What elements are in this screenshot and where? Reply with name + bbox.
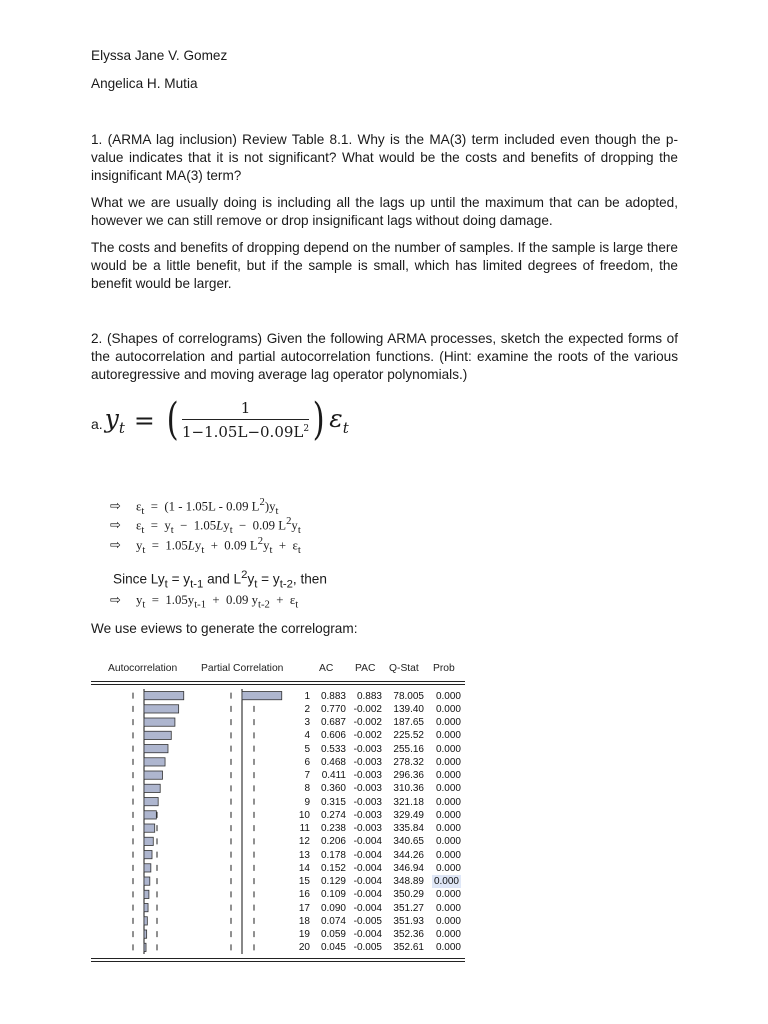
correlogram-cell-q: 352.36 [393,929,424,940]
correlogram-cell-p: 0.000 [435,730,461,742]
correlogram-cell-ac: 0.274 [320,809,346,821]
correlogram-cell-lag: 11 [299,823,310,834]
correlogram-cell-q: 278.32 [393,756,424,768]
correlogram-cell-pac: -0.005 [353,942,382,954]
correlogram-cell-q: 351.93 [393,915,424,927]
correlogram-cell-p: 0.000 [435,717,461,728]
correlogram-cell-lag: 15 [298,876,310,887]
correlogram-cell-pac: -0.004 [353,929,382,940]
correlogram-cell-pac: 0.883 [356,690,382,702]
correlogram-cell-q: 296.36 [393,770,424,781]
header-partial-correlation: Partial Correlation [201,663,284,674]
correlogram-cell-lag: 16 [298,889,310,901]
derivation-step-2 [110,516,301,536]
correlogram-cell-pac: -0.002 [353,717,382,728]
header-qstat: Q-Stat [389,663,419,674]
arma-equation [91,392,349,448]
correlogram-cell-pac: -0.003 [353,743,382,755]
correlogram-cell-q: 139.40 [393,703,424,715]
correlogram-cell-ac: 0.360 [320,783,346,795]
correlogram-cell-ac: 0.045 [320,942,346,954]
pac-bar [242,692,282,700]
header-pac: PAC [355,663,376,674]
footer-rule-top [91,958,465,959]
correlogram-cell-q: 187.65 [393,717,424,728]
correlogram-cell-ac: 0.059 [320,929,346,940]
correlogram-cell-lag: 12 [298,836,310,848]
correlogram-cell-q: 225.52 [393,730,424,742]
correlogram-cell-lag: 13 [298,849,310,861]
author-name-2: Angelica H. Mutia [91,76,198,91]
correlogram-cell-p: 0.000 [433,876,459,887]
correlogram-cell-pac: -0.004 [353,836,382,848]
correlogram-cell-p: 0.000 [435,823,461,834]
correlogram-cell-ac: 0.468 [320,756,346,768]
correlogram-cell-p: 0.000 [435,770,461,781]
correlogram-cell-pac: -0.002 [353,730,382,742]
fraction-denominator: $1-1.05L-0.09L^2$ [182,419,309,441]
eviews-line: We use eviews to generate the correlogram: [91,621,358,636]
implies-arrow-icon: ⇨ [110,593,121,608]
correlogram-cell-lag: 1 [304,690,310,702]
question-2: 2. (Shapes of correlograms) Given the following ARMA processes, sketch the expected forms of the autocorrelation and partial autocorrelation functions. (Hint: examine the roots of the various autoregressive and moving average lag operator polynomials.) [91,331,678,382]
correlogram-cell-lag: 7 [304,770,310,781]
derivation-step-1 [110,497,278,517]
correlogram-cell-pac: -0.004 [353,902,382,914]
correlogram-cell-p: 0.000 [435,796,461,808]
equation-fraction [182,399,309,441]
equation-rhs: $\varepsilon_t$ [329,403,349,437]
correlogram-cell-lag: 2 [304,703,310,715]
step-expression: $y_t = 1.05Ly_t + 0.09$ $L^2y_t + \varepsilon_t$ [136,536,301,556]
correlogram-cell-ac: 0.411 [321,770,346,781]
header-prob: Prob [433,663,455,674]
correlogram-cell-pac: -0.003 [353,796,382,808]
correlogram-cell-ac: 0.238 [320,823,346,834]
correlogram-cell-q: 310.36 [393,783,424,795]
correlogram-cell-p: 0.000 [435,756,461,768]
ac-bar [144,851,152,859]
correlogram-cell-p: 0.000 [435,836,461,848]
step-expression: $y_t = 1.05y_{t-1} + 0.09$ $y_{t-2} + \varepsilon_t$ [136,593,299,611]
correlogram-cell-p: 0.000 [435,783,461,795]
ac-bar [144,705,179,713]
ac-bar [144,798,158,806]
correlogram-cell-p: 0.000 [435,743,461,755]
correlogram-cell-ac: 0.883 [320,690,346,702]
correlogram-cell-lag: 5 [304,743,310,755]
correlogram-cell-lag: 19 [298,929,310,940]
correlogram-cell-ac: 0.770 [320,703,346,715]
ac-bar [144,692,184,700]
ac-bar [144,837,153,845]
correlogram-cell-q: 352.61 [393,942,424,954]
correlogram-cell-lag: 6 [304,756,310,768]
correlogram-cell-q: 346.94 [393,862,424,874]
ac-bar [144,877,150,885]
correlogram-cell-lag: 10 [298,809,310,821]
correlogram-cell-p: 0.000 [435,690,461,702]
correlogram-cell-pac: -0.005 [353,915,382,927]
ac-bar [144,745,168,753]
correlogram-cell-q: 344.26 [393,849,424,861]
correlogram-cell-q: 78.005 [393,690,424,702]
correlogram-cell-lag: 14 [298,862,310,874]
derivation-step-3 [110,536,301,556]
correlogram-cell-pac: -0.003 [353,770,382,781]
correlogram-cell-pac: -0.004 [353,849,382,861]
correlogram-cell-pac: -0.003 [353,783,382,795]
correlogram-cell-ac: 0.090 [320,902,346,914]
correlogram-cell-ac: 0.687 [320,717,346,728]
correlogram-cell-pac: -0.002 [353,703,382,715]
correlogram-cell-lag: 3 [304,717,310,728]
correlogram-cell-pac: -0.004 [353,889,382,901]
ac-bar [144,784,160,792]
correlogram-cell-ac: 0.606 [320,730,346,742]
ac-bar [144,890,149,898]
correlogram-cell-q: 340.65 [393,836,424,848]
correlogram-cell-p: 0.000 [435,849,461,861]
correlogram-cell-ac: 0.074 [320,915,346,927]
ac-bar [144,864,151,872]
ac-bar [144,811,156,819]
correlogram-cell-lag: 4 [304,730,310,742]
correlogram-cell-p: 0.000 [435,703,461,715]
right-paren: ) [312,394,325,445]
correlogram-cell-ac: 0.109 [320,889,346,901]
correlogram-cell-ac: 0.533 [320,743,346,755]
correlogram-cell-pac: -0.003 [353,823,382,834]
step-expression: $\varepsilon_t = (1 - 1.05L - 0.09$ $L^2)y_t$ [136,497,279,517]
correlogram-cell-q: 348.89 [393,876,424,887]
correlogram-cell-lag: 9 [304,796,310,808]
ac-bar [144,824,155,832]
correlogram-cell-pac: -0.003 [353,756,382,768]
correlogram-cell-q: 329.49 [393,809,424,821]
correlogram-cell-lag: 18 [298,915,310,927]
ac-bar [144,917,147,925]
correlogram-cell-pac: -0.003 [353,809,382,821]
correlogram-cell-p: 0.000 [435,929,461,940]
correlogram-cell-q: 350.29 [393,889,424,901]
ac-bar [144,731,171,739]
answer-1-paragraph-1: What we are usually doing is including all the lags up until the maximum that can be adopted, however we can still remove or drop insignificant lags without doing damage. [91,195,678,228]
equals-sign: = [133,405,155,435]
header-ac: AC [319,663,334,674]
derivation-final-step [110,593,298,611]
correlogram-cell-ac: 0.178 [320,849,346,861]
equation-lhs: $y_t$ [104,403,125,437]
part-label: a. [91,416,103,432]
ac-bar [144,771,162,779]
correlogram-table [91,655,465,971]
implies-arrow-icon: ⇨ [110,538,121,554]
correlogram-cell-pac: -0.004 [353,876,382,887]
correlogram-cell-pac: -0.004 [353,862,382,874]
step-expression: $\varepsilon_t = y_t - 1.05Ly_t - 0.09$ $L^2y_t$ [136,516,301,536]
implies-arrow-icon: ⇨ [110,518,121,534]
correlogram-cell-p: 0.000 [435,915,461,927]
correlogram-cell-p: 0.000 [435,902,461,914]
ac-bar [144,943,146,951]
correlogram-cell-p: 0.000 [435,862,461,874]
correlogram-cell-ac: 0.129 [320,876,346,887]
ac-bar [144,930,147,938]
correlogram-cell-ac: 0.206 [320,836,346,848]
question-1: 1. (ARMA lag inclusion) Review Table 8.1. Why is the MA(3) term included even though the p-value indicates that it is not significant? What would be the costs and benefits of dropping the insignificant MA(3) term? [91,132,678,183]
header-autocorrelation: Autocorrelation [108,663,178,674]
author-name-1: Elyssa Jane V. Gomez [91,48,228,63]
ac-bar [144,904,148,912]
correlogram-cell-p: 0.000 [435,942,461,954]
correlogram-cell-p: 0.000 [435,809,461,821]
correlogram-cell-ac: 0.152 [320,862,346,874]
since-line: Since $Ly_t = y_{t-1}$ and $L^2y_t = y_{t-2}$, then [113,569,327,591]
implies-arrow-icon: ⇨ [110,499,121,515]
correlogram-cell-q: 351.27 [393,902,424,914]
correlogram-cell-q: 335.84 [393,823,424,834]
correlogram-cell-q: 255.16 [393,743,424,755]
correlogram-cell-p: 0.000 [435,889,461,901]
ac-bar [144,718,175,726]
fraction-numerator: 1 [240,399,251,417]
left-paren: ( [166,394,179,445]
correlogram-cell-lag: 17 [298,902,310,914]
answer-1-paragraph-2: The costs and benefits of dropping depend on the number of samples. If the sample is large there would be a little benefit, but if the sample is small, which has limited degrees of freedom, the benefit would be larger. [91,240,678,291]
correlogram-cell-lag: 20 [298,942,310,954]
ac-bar [144,758,165,766]
correlogram-cell-lag: 8 [304,783,310,795]
footer-rule-bottom [91,961,465,962]
correlogram-cell-q: 321.18 [393,796,424,808]
correlogram-cell-ac: 0.315 [320,796,346,808]
